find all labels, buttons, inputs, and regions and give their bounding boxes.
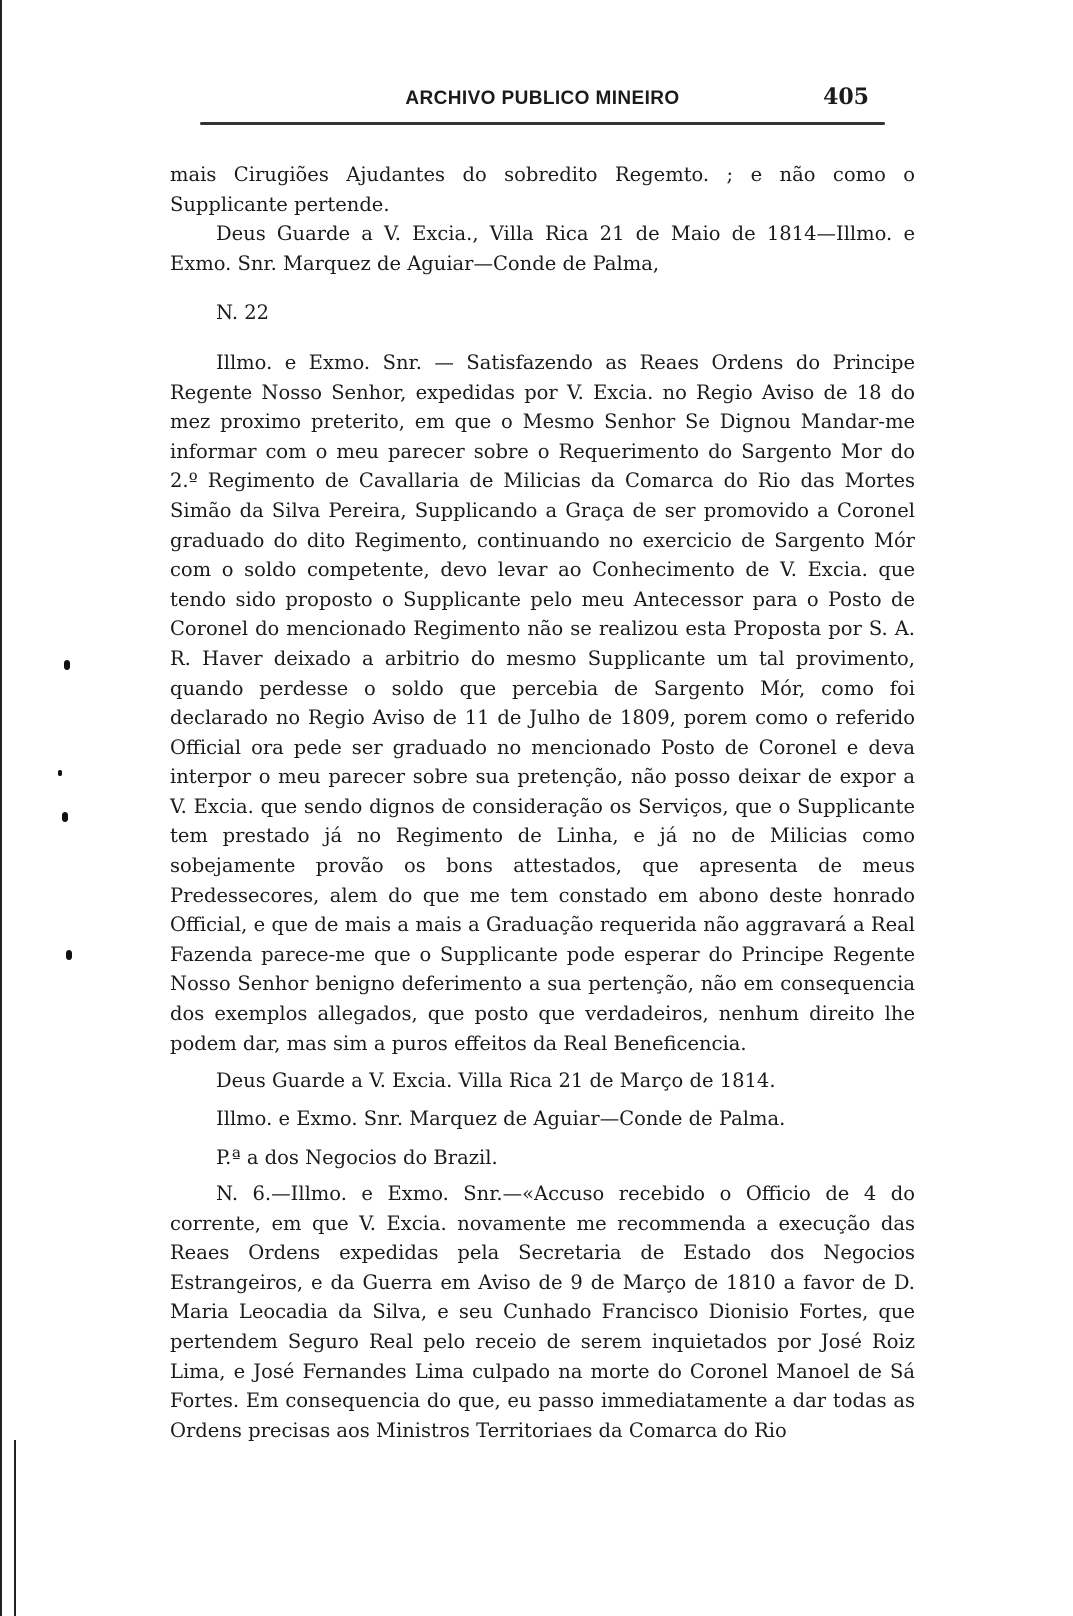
paragraph: Deus Guarde a V. Excia., Villa Rica 21 de Maio de 1814—Illmo. e Exmo. Snr. Marquez de Aguiar—Conde de Palma,	[170, 222, 915, 275]
scan-left-edge	[0, 0, 2, 1616]
addressee-line: Illmo. e Exmo. Snr. Marquez de Aguiar—Conde de Palma.	[216, 1106, 786, 1130]
section-heading: P.ª a dos Negocios do Brazil.	[216, 1146, 498, 1170]
margin-speck	[64, 660, 70, 670]
margin-speck	[58, 770, 62, 776]
page-number: 405	[823, 84, 869, 110]
document-body	[170, 160, 915, 1445]
closing-line: Deus Guarde a V. Excia. Villa Rica 21 de Março de 1814.	[216, 1069, 776, 1093]
paragraph: N. 6.—Illmo. e Exmo. Snr.—«Accuso recebido o Officio de 4 do corrente, em que V. Excia. novamente me recommenda a execução das Reaes Ordens expedidas pela Secretaria de Estado dos Negocios Estrangeiros, e da Guerra em Aviso de 9 de Março de 1810 a favor de D. Maria Leocadia da Silva, e seu Cunhado Francisco Dionisio Fortes, que pertendem Seguro Real pelo receio de serem inquietados por José Roiz Lima, e José Fernandes Lima culpado na morte do Coronel Manoel de Sá Fortes. Em consequencia do que, eu passo immediatamente a dar todas as Ordens precisas aos Ministros Territoriaes da Comarca do Rio	[170, 1182, 915, 1442]
paragraph: Illmo. e Exmo. Snr. — Satisfazendo as Reaes Ordens do Principe Regente Nosso Senhor, expedidas por V. Excia. no Regio Aviso de 18 do mez proximo preterito, em que o Mesmo Senhor Se Dignou Mandar-me informar com o meu parecer sobre o Requerimento do Sargento Mor do 2.º Regimento de Cavallaria de Milicias da Comarca do Rio das Mortes Simão da Silva Pereira, Supplicando a Graça de ser promovido a Coronel graduado do dito Regimento, continuando no exercicio de Sargento Mór com o soldo competente, devo levar ao Conhecimento de V. Excia. que tendo sido proposto o Supplicante pelo meu Antecessor para o Posto de Coronel do mencionado Regimento não se realizou esta Proposta por S. A. R. Haver deixado a arbitrio do mesmo Supplicante um tal provimento, quando perdesse o soldo que percebia de Sargento Mór, como foi declarado no Regio Aviso de 11 de Julho de 1809, porem como o referido Official ora pede ser graduado no mencionado Posto de Coronel e deva interpor o meu parecer sobre sua pretenção, não posso deixar de expor a V. Excia. que sendo dignos de consideração os Serviços, que o Supplicante tem prestado já no Regimento de Linha, e já no de Milicias como sobejamente provão os bons attestados, que apresenta de meus Predessecores, alem do que me tem constado em abono deste honrado Official, e que de mais a mais a Graduação requerida não aggravará a Real Fazenda parece-me que o Supplicante pode esperar do Principe Regente Nosso Senhor benigno deferimento a sua pertenção, não em consequencia dos exemplos allegados, que posto que verdadeiros, nenhum direito lhe podem dar, mas sim a puros effeitos da Real Beneficencia.	[170, 350, 915, 1055]
page-header	[170, 78, 915, 118]
paragraph: mais Cirugiões Ajudantes do sobredito Regemto. ; e não como o Supplicante pertende.	[170, 163, 915, 216]
header-rule	[200, 122, 885, 125]
document-page	[170, 78, 915, 1445]
margin-speck	[62, 812, 68, 822]
document-number: N. 22	[216, 301, 270, 325]
margin-speck	[66, 950, 72, 960]
scan-binding-edge	[14, 1440, 16, 1616]
running-title: ARCHIVO PUBLICO MINEIRO	[405, 88, 680, 109]
